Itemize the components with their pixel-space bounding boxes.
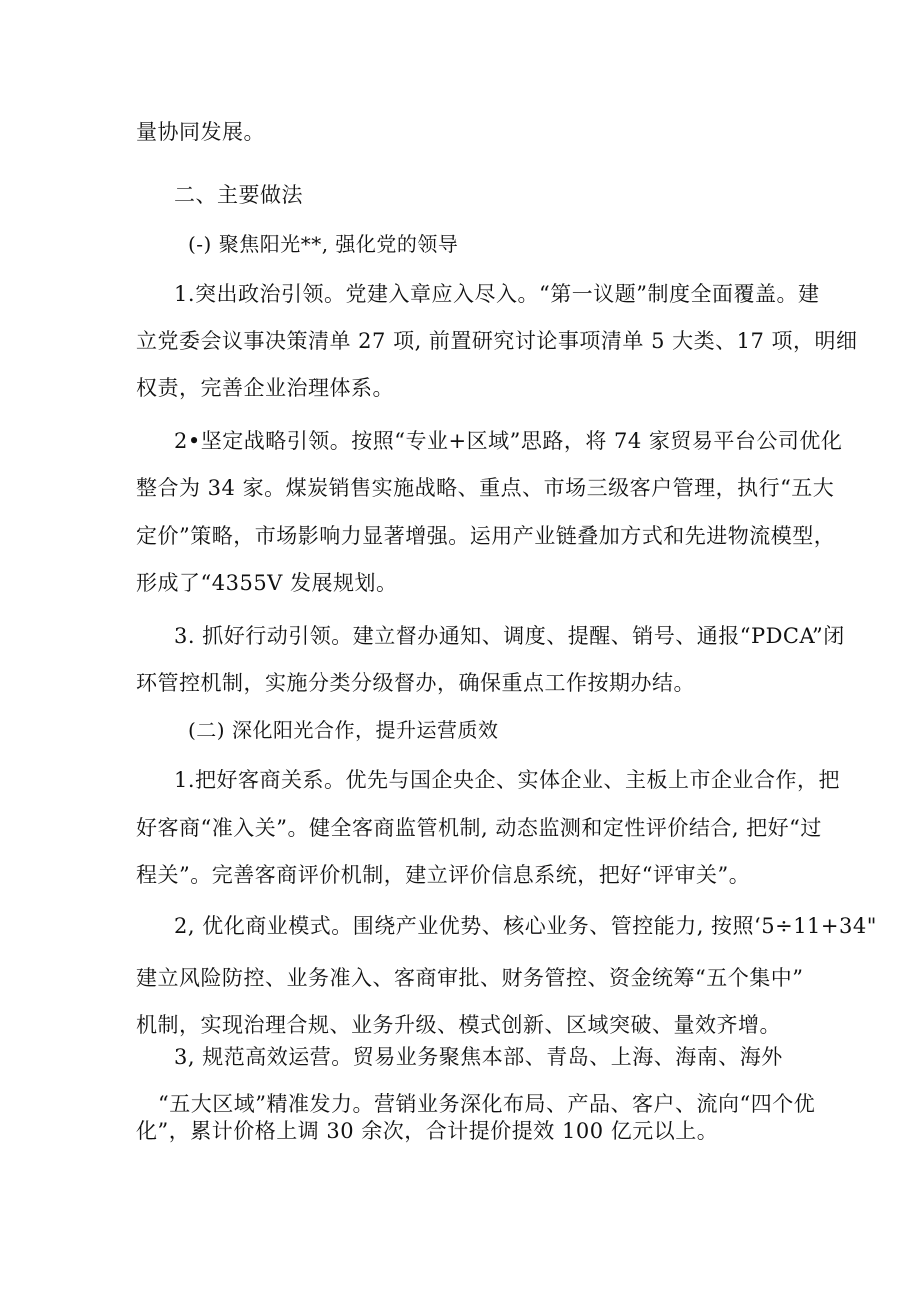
section-heading: 二、主要做法 bbox=[174, 183, 303, 207]
paragraph-line: 2, 优化商业模式。围绕产业优势、核心业务、管控能力, 按照‘5÷11+34" bbox=[174, 914, 877, 938]
paragraph-line: 化”，累计价格上调 30 余次，合计提价提效 100 亿元以上。 bbox=[136, 1119, 719, 1143]
paragraph-line: 权责，完善企业治理体系。 bbox=[136, 376, 394, 400]
paragraph-line: 机制，实现治理合规、业务升级、模式创新、区域突破、量效齐增。 bbox=[136, 1013, 781, 1037]
paragraph-line: 1.把好客商关系。优先与国企央企、实体企业、主板上市企业合作，把 bbox=[174, 768, 841, 792]
paragraph-line: 3. 抓好行动引领。建立督办通知、调度、提醒、销号、通报“PDCA”闭 bbox=[174, 624, 845, 648]
paragraph-line: 1.突出政治引领。党建入章应入尽入。“第一议题”制度全面覆盖。建 bbox=[174, 282, 820, 306]
paragraph-line: 环管控机制，实施分类分级督办，确保重点工作按期办结。 bbox=[136, 671, 695, 695]
paragraph-line: 整合为 34 家。煤炭销售实施战略、重点、市场三级客户管理，执行“五大 bbox=[136, 476, 835, 500]
paragraph-line: 建立风险防控、业务准入、客商审批、财务管控、资金统筹“五个集中” bbox=[136, 966, 804, 990]
paragraph-line: 程关”。完善客商评价机制，建立评价信息系统，把好“评审关”。 bbox=[136, 863, 751, 887]
paragraph-line: 2•坚定战略引领。按照“专业+区域”思路，将 74 家贸易平台公司优化 bbox=[174, 429, 843, 453]
paragraph-line: 量协同发展。 bbox=[136, 120, 265, 144]
subsection-heading: (二) 深化阳光合作，提升运营质效 bbox=[188, 718, 499, 742]
paragraph-line: 形成了“4355V 发展规划。 bbox=[136, 571, 398, 595]
paragraph-line: 3, 规范高效运营。贸易业务聚焦本部、青岛、上海、海南、海外 bbox=[174, 1045, 783, 1069]
paragraph-line: 立党委会议事决策清单 27 项, 前置研究讨论事项清单 5 大类、17 项，明细 bbox=[136, 329, 858, 353]
subsection-heading: (-) 聚焦阳光**, 强化党的领导 bbox=[188, 232, 459, 256]
paragraph-line: “五大区域”精准发力。营销业务深化布局、产品、客户、流向“四个优 bbox=[158, 1092, 816, 1116]
paragraph-line: 好客商“准入关”。健全客商监管机制, 动态监测和定性评价结合, 把好“过 bbox=[136, 816, 822, 840]
paragraph-line: 定价”策略，市场影响力显著增强。运用产业链叠加方式和先进物流模型， bbox=[136, 524, 836, 548]
